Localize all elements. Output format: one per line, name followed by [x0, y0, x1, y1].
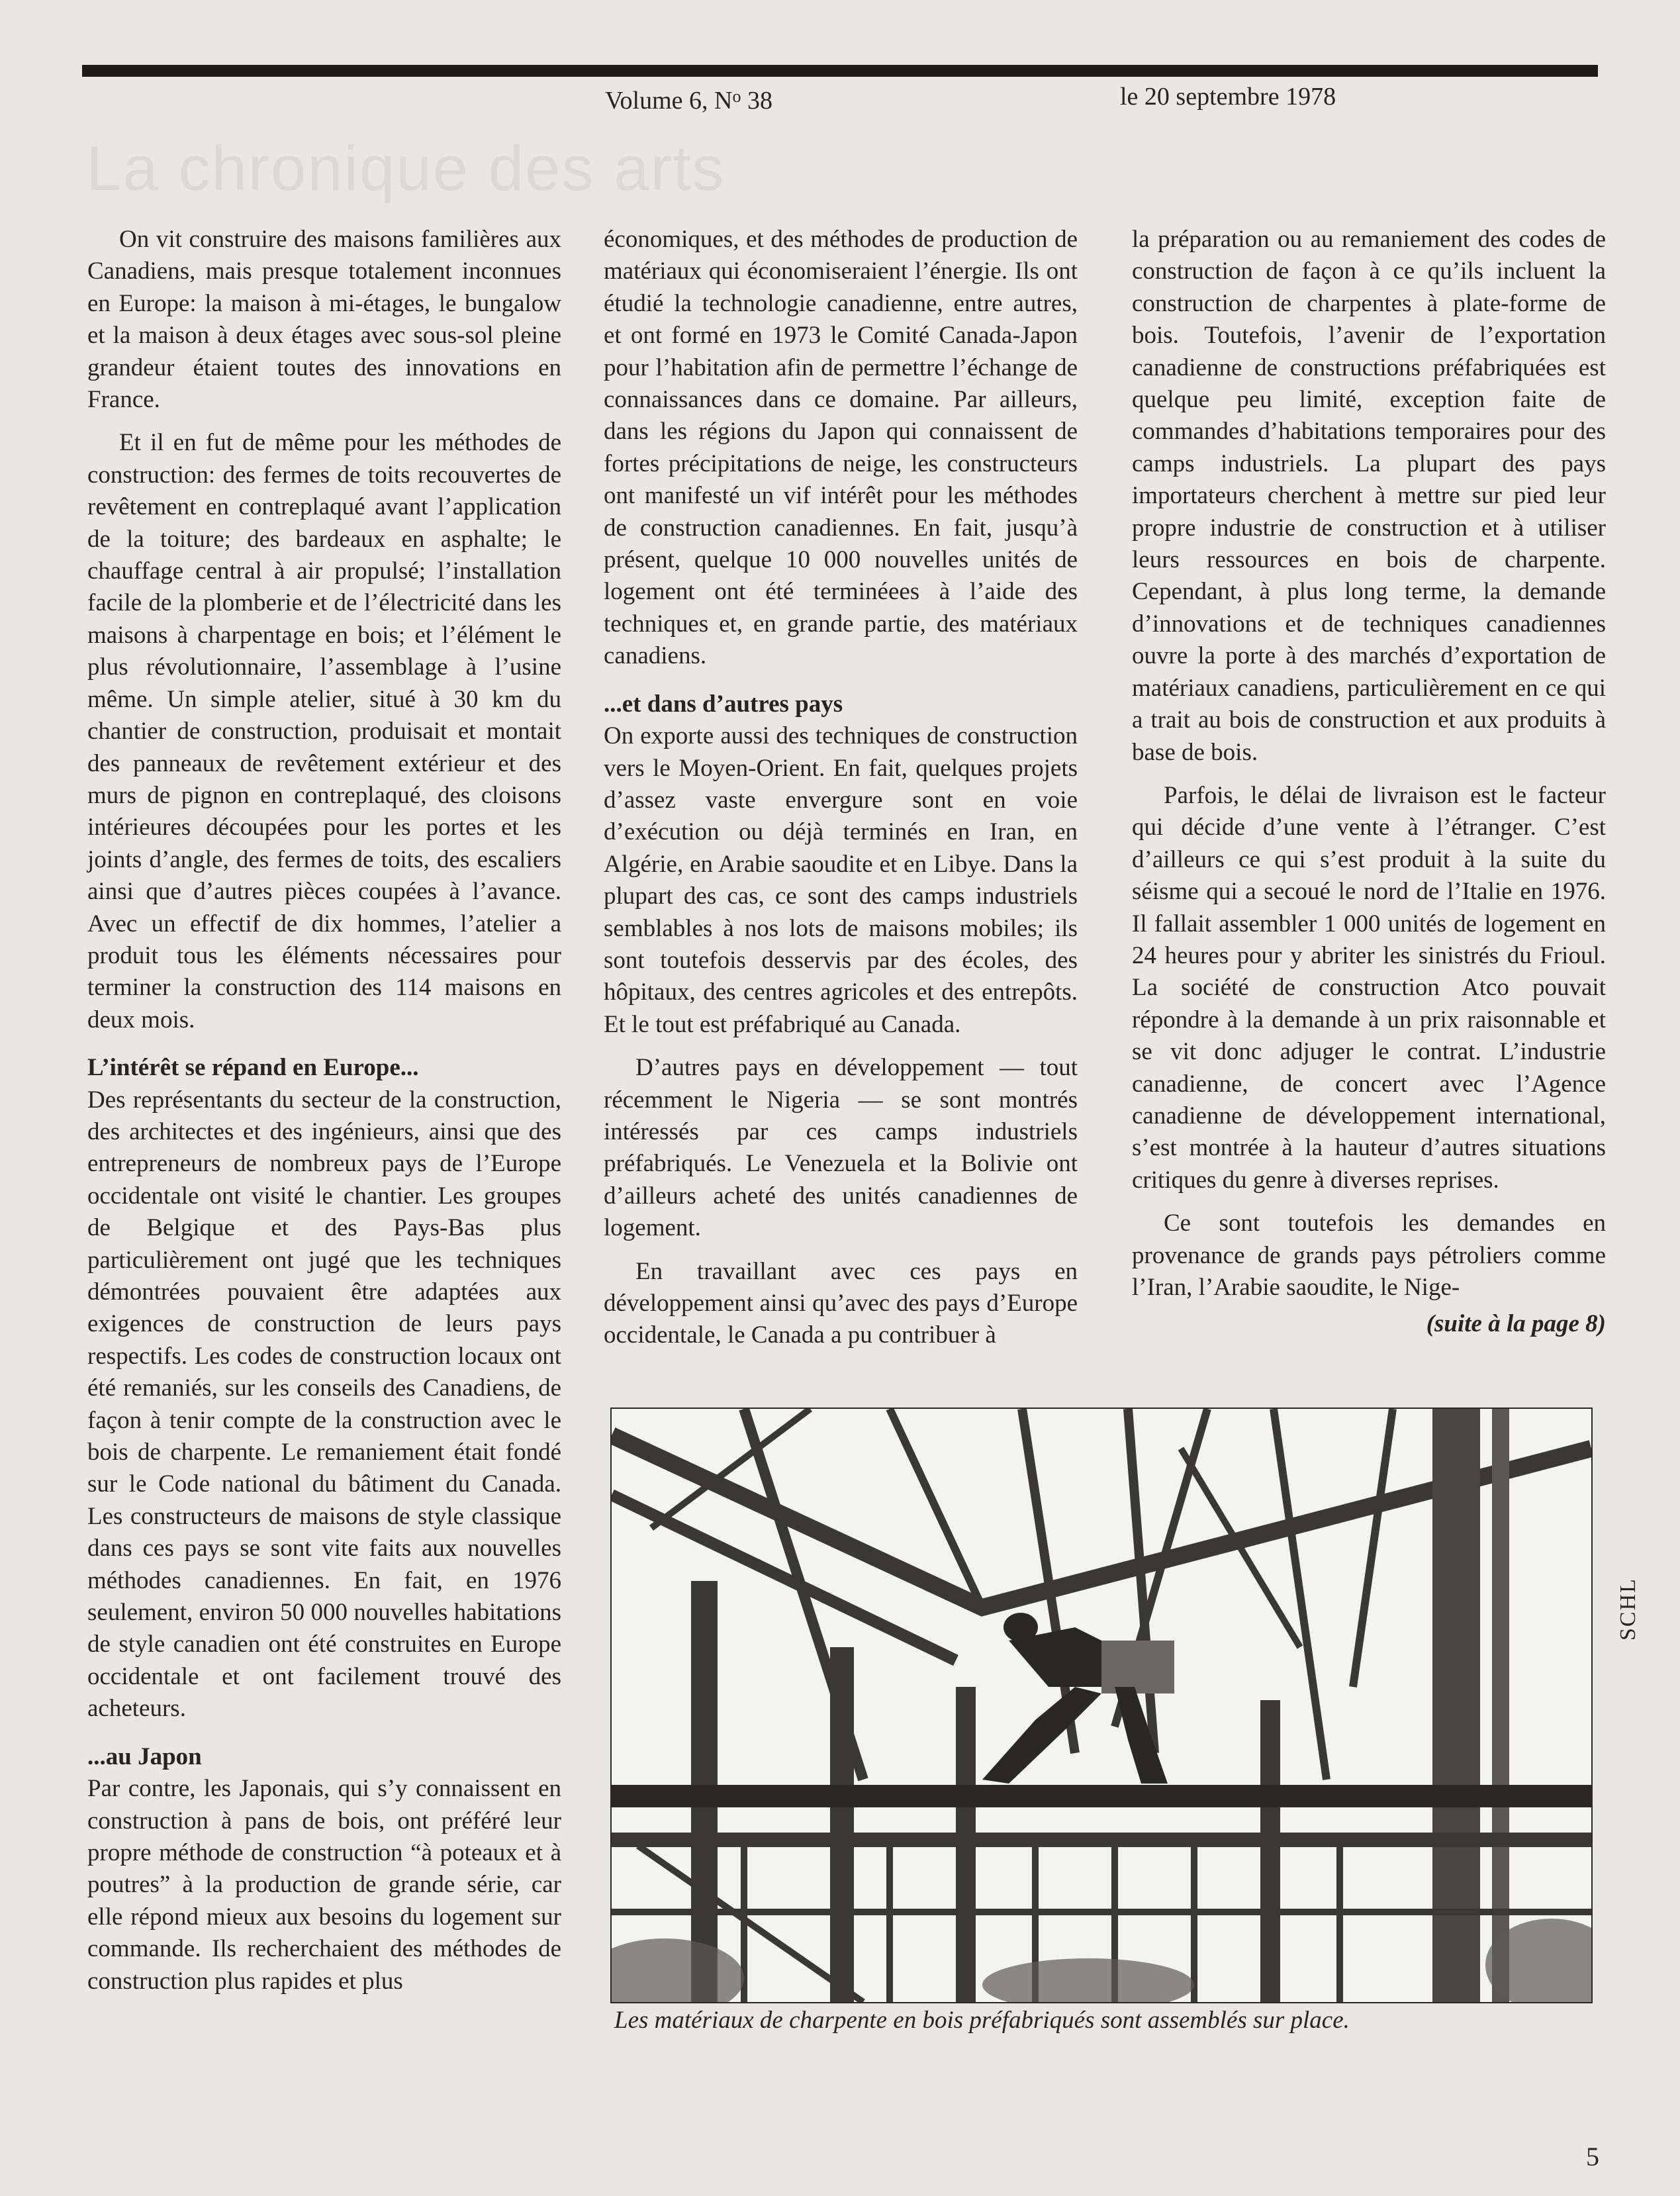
paragraph: Des représentants du secteur de la construction, des architectes et des ingénieurs, ainsi que des entrepreneurs de nombreux pays de l’Europe occidentale ont visité le chantier. Les groupes de Belgique et des Pays-Bas plus particulièrement ont jugé que les techniques démontrées pouvaient être adaptées aux exigences de construction de leurs pays respectifs. Les codes de construction locaux ont été remaniés, sur les conseils des Canadiens, de façon à tenir compte de la construction avec le bois de charpente. Le remaniement était fondé sur le Code national du bâtiment du Canada. Les constructeurs de maisons de style classique dans ces pays se sont vite faits aux nouvelles méthodes canadiennes. En fait, en 1976 seulement, environ 50 000 nouvelles habitations de style canadien ont été construites en Europe occidentale et ont facilement trouvé des acheteurs. [87, 1086, 561, 1723]
paragraph: On exporte aussi des techniques de construction vers le Moyen-Orient. En fait, quelques projets d’assez vaste envergure sont en voie d’exécution ou déjà terminés en Iran, en Algérie, en Arabie saoudite et en Libye. Dans la plupart des cas, ce sont des camps industriels semblables à nos lots de maisons mobiles; ils sont toutefois desservis par des écoles, des hôpitaux, des centres agricoles et des entrepôts. Et le tout est préfabriqué au Canada. [604, 722, 1078, 1038]
issue-date: le 20 septembre 1978 [1120, 83, 1336, 111]
volume-label: Volume 6, $N^o$ 38 [605, 87, 772, 115]
framing-photo [610, 1408, 1593, 2003]
article-column-2 [604, 224, 1078, 1363]
bleed-through-title: La chronique des arts [86, 133, 725, 204]
paragraph: On vit construire des maisons familières aux Canadiens, mais presque totalement inconnues en Europe: la maison à mi-étages, le bungalow et la maison à deux étages avec sous-sol pleine grandeur étaient toutes des innovations en France. [87, 226, 561, 414]
section-heading-autres-pays: ...et dans d’autres pays [604, 690, 843, 718]
paragraph: Par contre, les Japonais, qui s’y connaissent en construction à pans de bois, ont préféré leur propre méthode de construction “à poteaux et à poutres” à la production de grande série, car elle répond mieux aux besoins du logement sur commande. Ils recherchaient des méthodes de construction plus rapides et plus [87, 1775, 561, 1995]
paragraph: D’autres pays en développement — tout récemment le Nigeria — se sont montrés intéressés par ces camps industriels préfabriqués. Le Venezuela et la Bolivie ont d’ailleurs acheté des unités canadiennes de logement. [604, 1054, 1078, 1242]
paragraph: Parfois, le délai de livraison est le facteur qui décide d’une vente à l’étranger. C’est d’ailleurs ce qui s’est produit à la suite du séisme qui a secoué le nord de l’Italie en 1976. Il fallait assembler 1 000 unités de logement en 24 heures pour y abriter les sinistrés du Frioul. La société de construction Atco pouvait répondre à la demande à un prix raisonnable et se vit donc adjuger le contrat. L’industrie canadienne, de concert avec l’Agence canadienne de développement international, s’est montrée à la hauteur d’autres situations critiques du genre à diverses reprises. [1132, 781, 1606, 1194]
continued-link[interactable]: (suite à la page 8) [1426, 1310, 1606, 1338]
paragraph: Et il en fut de même pour les méthodes de construction: des fermes de toits recouvertes de revêtement en contreplaqué avant l’application de la toiture; des bardeaux en asphalte; le chauffage central à air propulsé; l’installation facile de la plomberie et de l’électricité dans les maisons à charpentage en bois; et l’élément le plus révolutionnaire, l’assemblage à l’usine même. Un simple atelier, situé à 30 km du chantier de construction, produisait et montait des panneaux de revêtement extérieur et des murs de pignon en contreplaqué, des cloisons intérieures découpées pour les portes et les joints d’angle, des fermes de toits, des escaliers ainsi que d’autres pièces coupées à l’avance. Avec un effectif de dix hommes, l’atelier a produit tous les éléments nécessaires pour terminer la construction des 114 maisons en deux mois. [87, 429, 561, 1033]
section-heading-europe: L’intérêt se répand en Europe... [87, 1054, 419, 1082]
photo-caption: Les matériaux de charpente en bois préfabriqués sont assemblés sur place. [614, 2007, 1350, 2034]
photo-credit: SCHL [1616, 1578, 1640, 1641]
section-heading-japon: ...au Japon [87, 1742, 202, 1770]
paragraph: En travaillant avec ces pays en développement ainsi qu’avec des pays d’Europe occidentale, le Canada a pu contribuer à [604, 1257, 1078, 1349]
paragraph: économiques, et des méthodes de production de matériaux qui économiseraient l’énergie. Ils ont étudié la technologie canadienne, entre autres, et ont formé en 1973 le Comité Canada-Japon pour l’habitation afin de permettre l’échange de connaissances dans ce domaine. Par ailleurs, dans les régions du Japon qui connaissent de fortes précipitations de neige, les constructeurs ont manifesté un vif intérêt pour les méthodes de construction canadiennes. En fait, jusqu’à présent, quelque 10 000 nouvelles unités de logement ont été terminéees à l’aide des techniques et, en grande partie, des matériaux canadiens. [604, 226, 1078, 670]
page-number: 5 [1586, 2142, 1599, 2172]
header-rule [82, 65, 1598, 77]
paragraph: la préparation ou au remaniement des codes de construction de façon à ce qu’ils incluent la construction de charpentes à plate-forme de bois. Toutefois, l’avenir de l’exportation canadienne de constructions préfabriquées est quelque peu limité, exception faite de commandes d’habitations temporaires pour des camps industriels. La plupart des pays importateurs cherchent à mettre sur pied leur propre industrie de construction et à utiliser leurs ressources en bois de charpente. Cependant, à plus long terme, la demande d’innovations et de techniques canadiennes ouvre la porte à des marchés d’exportation de matériaux canadiens, particulièrement en ce qui a trait au bois de construction et aux produits à base de bois. [1132, 226, 1606, 766]
paragraph: Ce sont toutefois les demandes en provenance de grands pays pétroliers comme l’Iran, l’Arabie saoudite, le Nige- [1132, 1210, 1606, 1301]
article-column-1 [87, 224, 561, 2009]
article-column-3 [1132, 224, 1606, 1341]
photo-illustration [612, 1409, 1591, 2002]
